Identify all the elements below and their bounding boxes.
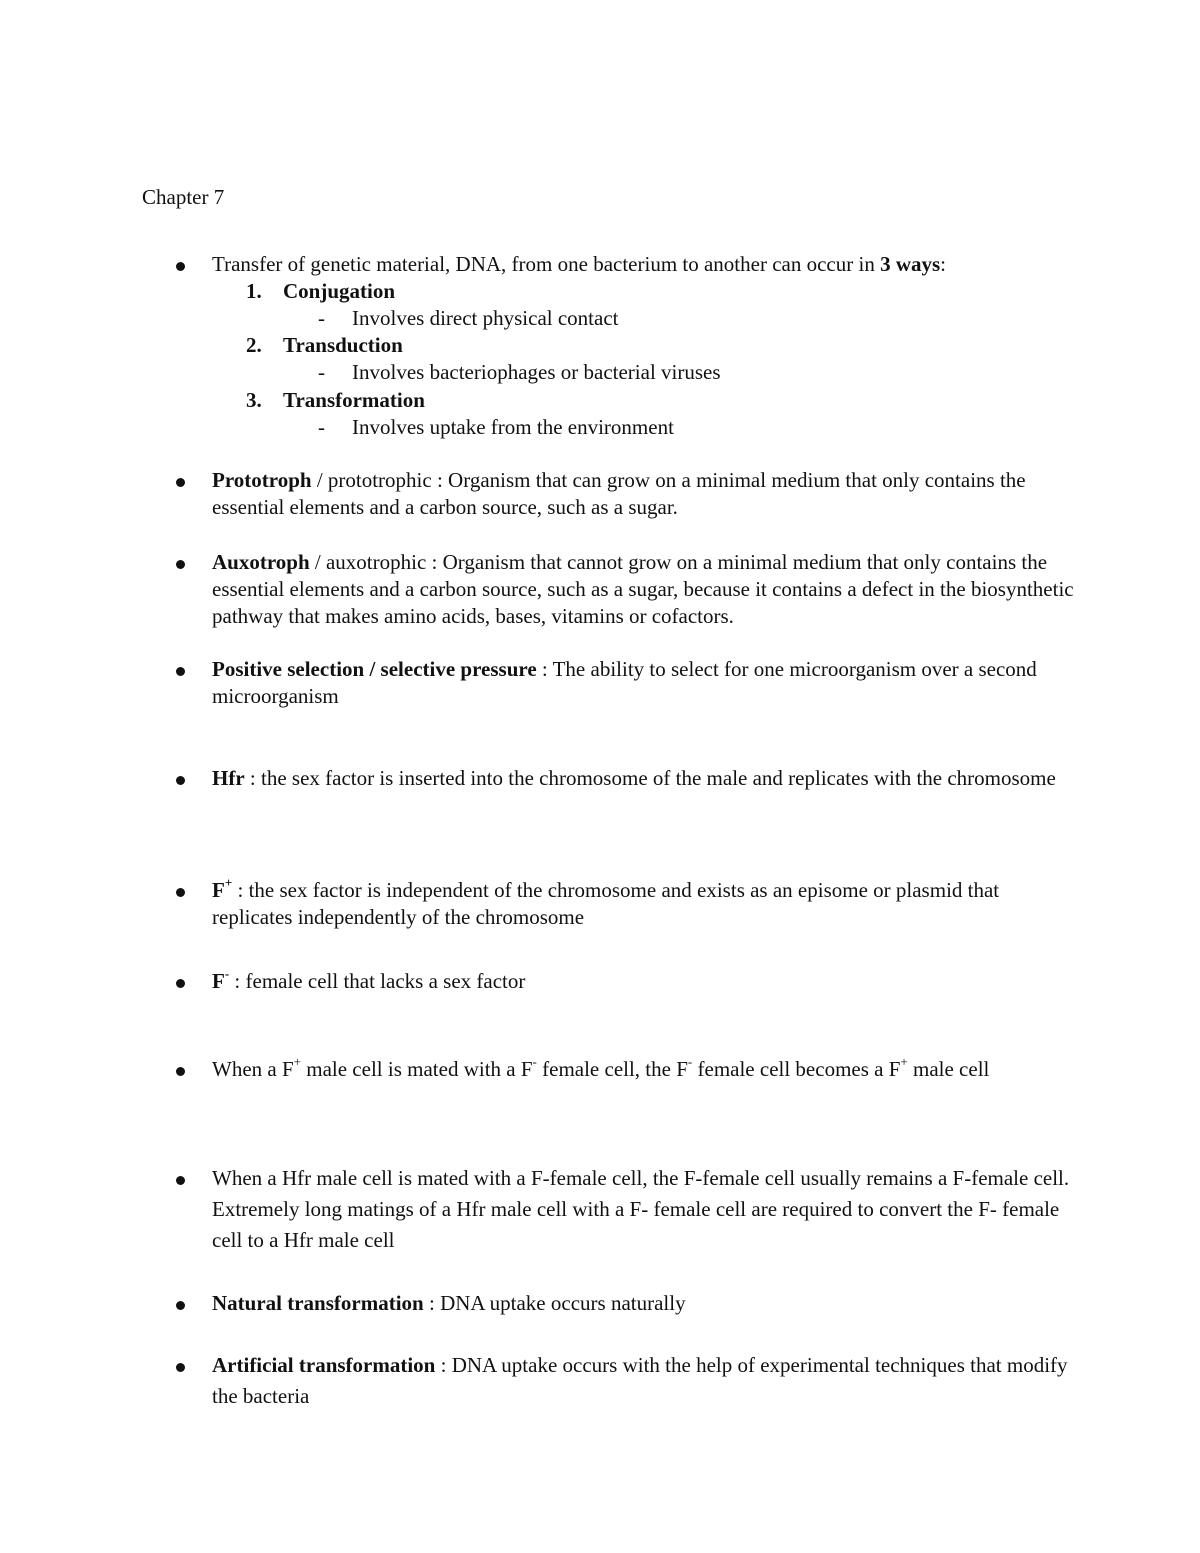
- way-name-conjugation: Conjugation: [283, 279, 396, 303]
- way-name-transduction: Transduction: [283, 333, 403, 357]
- bullet-icon: [176, 667, 185, 676]
- bullet-icon: [176, 979, 185, 988]
- list-item-natural-transformation: Natural transformation : DNA uptake occurs naturally: [212, 1290, 1082, 1317]
- bullet-icon: [176, 560, 185, 569]
- way-number: 2.: [246, 333, 262, 357]
- dash: -: [318, 415, 325, 439]
- way-desc: Involves direct physical contact: [352, 306, 619, 330]
- dash: -: [318, 360, 325, 384]
- way-desc: Involves uptake from the environment: [352, 415, 674, 439]
- list-item-auxotroph: Auxotroph / auxotrophic : Organism that cannot grow on a minimal medium that only contains the essential elements and a carbon source, such as a sugar, because it contains a defect in the biosynthetic pathway that makes amino acids, bases, vitamins or cofactors.: [212, 549, 1082, 630]
- dash: -: [318, 306, 325, 330]
- list-item-f-plus: F+ : the sex factor is independent of the chromosome and exists as an episome or plasmid that replicates independently of the chromosome: [212, 877, 1082, 931]
- list-item-transfer: Transfer of genetic material, DNA, from one bacterium to another can occur in 3 ways:: [212, 251, 1082, 278]
- bullet-icon: [176, 1363, 185, 1372]
- way-number: 3.: [246, 388, 262, 412]
- bullet-icon: [176, 776, 185, 785]
- bullet-icon: [176, 1067, 185, 1076]
- way-number: 1.: [246, 279, 262, 303]
- list-item-f-minus: F- : female cell that lacks a sex factor: [212, 968, 1082, 995]
- list-item-positive-selection: Positive selection / selective pressure : The ability to select for one microorganism over a second microorganism: [212, 656, 1082, 710]
- bullet-icon: [176, 1176, 185, 1185]
- way-desc: Involves bacteriophages or bacterial viruses: [352, 360, 721, 384]
- bullet-icon: [176, 1301, 185, 1310]
- list-item-f-plus-mating: When a F+ male cell is mated with a F- female cell, the F- female cell becomes a F+ male cell: [212, 1054, 1082, 1085]
- list-item-hfr-mating: When a Hfr male cell is mated with a F-female cell, the F-female cell usually remains a F-female cell. Extremely long matings of a Hfr male cell with a F- female cell are required to convert the F- female cell to a Hfr male cell: [212, 1163, 1082, 1256]
- bullet-icon: [176, 888, 185, 897]
- way-name-transformation: Transformation: [283, 388, 425, 412]
- page-title: Chapter 7: [142, 185, 225, 209]
- list-item-prototroph: Prototroph / prototrophic : Organism that can grow on a minimal medium that only contains the essential elements and a carbon source, such as a sugar.: [212, 467, 1082, 521]
- list-item-hfr: Hfr : the sex factor is inserted into the chromosome of the male and replicates with the chromosome: [212, 765, 1082, 792]
- list-item-artificial-transformation: Artificial transformation : DNA uptake occurs with the help of experimental techniques that modify the bacteria: [212, 1350, 1082, 1412]
- bullet-icon: [176, 478, 185, 487]
- bullet-icon: [176, 262, 185, 271]
